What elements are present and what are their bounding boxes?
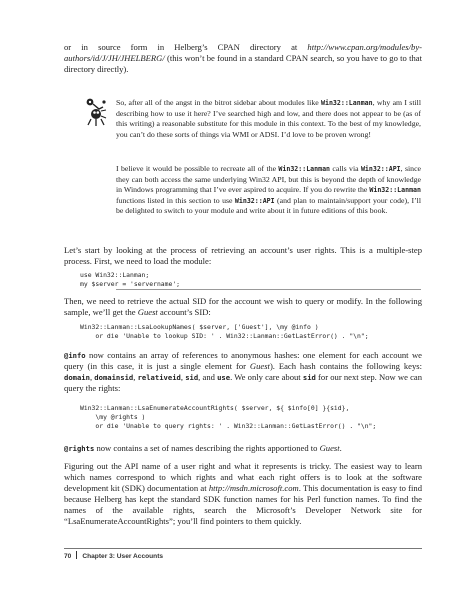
code-block-lookup-names: Win32::Lanman::LsaLookupNames( $server, ['Guest'], \my @info ) or die 'Unable to lookup SID: ' . Win32::Lanman::GetLastError() . "\n"; xyxy=(80,323,369,341)
paragraph-load-module: Let’s start by looking at the process of retrieving an account’s user rights. This is a multiple-step process. First, we need to load the module: xyxy=(64,245,422,267)
sidebar-paragraph-2: I believe it would be possible to recreate all of the Win32::Lanman calls via Win32::API, since they can both access the same underlying Win32 API, but this is beyond the depth of knowledge in Windows programming that I’ve ever aspired to acquire. If you do rewrite the Win32::Lanman functions listed in this section to use Win32::API (and plan to maintain/support your code), I’ll be delighted to switch to your module and write about it in future editions of this book. xyxy=(116,164,421,216)
paragraph-rights-array: @rights now contains a set of names describing the rights apportioned to Guest. xyxy=(64,443,342,453)
page-number: 70 xyxy=(64,553,72,560)
sidebar-paragraph-1: So, after all of the angst in the bitrot sidebar about modules like Win32::Lanman, why am I still describing how to use it here? I’ve searched high and low, and there does not appear to be (as of this writing) a reasonable substitute for this module in this context. To the best of my knowledge, you can’t do these sorts of things via WMI or ADSI. I’d love to be proven wrong! xyxy=(116,98,421,139)
msdn-url: http://msdn.microsoft.com xyxy=(208,483,299,494)
page-footer xyxy=(64,551,163,560)
code-block-enumerate-rights: Win32::Lanman::LsaEnumerateAccountRights( $server, ${ $info[0] }{sid}, \my @rights ) or die 'Unable to query rights: ' . Win32::Lanman::GetLastError() . "\n"; xyxy=(80,404,377,431)
code-block-load-module: use Win32::Lanman; my $server = 'servername'; xyxy=(80,271,181,289)
scorpion-note-icon xyxy=(84,97,108,129)
intro-paragraph xyxy=(64,42,422,75)
paragraph-sdk-docs: Figuring out the API name of a user right and what it represents is tricky. The easiest way to learn which names correspond to which rights and what each right offers is to look at the software development kit (SDK) documentation at http://msdn.microsoft.com. This documentation is easy to find because Helberg has kept the standard SDK function names for his Perl function names. To find the names of the available rights, search the Microsoft’s Developer Network site for “LsaEnumerateAccountRights”; you’ll find pointers to them quickly. xyxy=(64,461,423,527)
chapter-title: Chapter 3: User Accounts xyxy=(82,553,164,560)
paragraph-info-array: @info now contains an array of references to anonymous hashes: one element for each account we query (in this case, it is just a single element for Guest). Each hash contains the following keys: domain, domainsid, relativeid, sid, and use. We only care about sid for our next step. Now we can query the rights: xyxy=(64,350,423,394)
cpan-url: http://www.cpan.org/modules/by-authors/id/J/JH/JHELBERG/ xyxy=(64,42,422,64)
footer-rule xyxy=(64,548,422,549)
paragraph-retrieve-sid: Then, we need to retrieve the actual SID for the account we wish to query or modify. In the following sample, we’ll get the Guest account’s SID: xyxy=(64,296,422,318)
footer-separator xyxy=(76,551,77,559)
intro-text: or in source form in Helberg’s CPAN directory at xyxy=(64,42,308,52)
intro-text-end: (this won’t be found in a standard CPAN search, so you have to go to that directory directly). xyxy=(64,53,422,75)
